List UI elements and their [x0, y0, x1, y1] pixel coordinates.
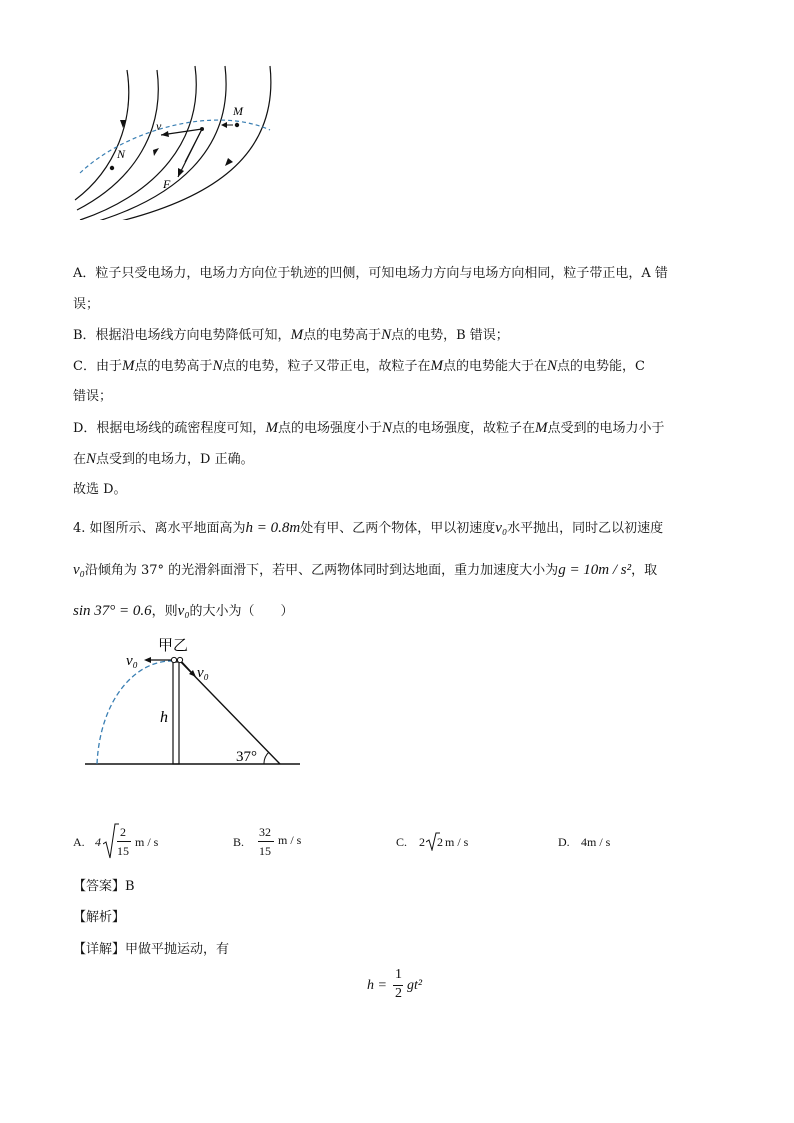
- incline-figure: [80, 630, 310, 775]
- v0-left-arrow: [144, 657, 151, 663]
- analysis-d-line1: D．根据电场线的疏密程度可知，M点的电场强度小于N点的电场强度，故粒子在M点受到的电场力小于: [73, 420, 665, 436]
- object-jia: [171, 657, 176, 662]
- analysis-choose: 故选 D。: [73, 482, 127, 497]
- point-N: [110, 166, 114, 170]
- label-v: v: [156, 119, 162, 133]
- field-line-4: [85, 66, 226, 220]
- label-v0-right: v₀: [197, 665, 209, 681]
- field-line-3: [80, 66, 196, 220]
- analysis-d-line2: 在N点受到的电场力，D 正确。: [73, 451, 254, 467]
- field-lines-figure: [65, 60, 285, 220]
- point-M: [235, 123, 239, 127]
- analysis-c-line1: C．由于M点的电势高于N点的电势，粒子又带正电，故粒子在M点的电势能大于在N点的电势能，C: [73, 358, 645, 374]
- question4-line3: sin 37° = 0.6，则v₀的大小为（ ）: [73, 603, 294, 619]
- label-v0-left: v₀: [126, 653, 138, 669]
- field-line-5: [90, 66, 271, 220]
- analysis-c-line2: 错误；: [73, 389, 113, 404]
- label-angle: 37°: [236, 749, 257, 765]
- formula: h = 1 2 gt²: [367, 967, 423, 1001]
- label-F: F: [163, 177, 171, 191]
- label-M: M: [233, 104, 243, 118]
- field-line-2: [77, 70, 158, 210]
- analysis-b: B．根据沿电场线方向电势降低可知，M点的电势高于N点的电势，B 错误；: [73, 327, 509, 343]
- field-arrow: [153, 148, 159, 156]
- trajectory-dashed: [80, 120, 270, 173]
- velocity-arrow: [161, 131, 169, 137]
- angle-arc: [264, 752, 269, 764]
- question4-line2: v₀沿倾角为 37° 的光滑斜面滑下，若甲、乙两物体同时到达地面，重力加速度大小为g = 10m / s²，取: [73, 562, 658, 578]
- analysis-a-line1: A．粒子只受电场力，电场力方向位于轨迹的凹侧，可知电场力方向与电场方向相同，粒子带正电，A 错: [73, 266, 668, 281]
- analysis-tag: 【解析】: [73, 910, 126, 925]
- label-jiayi: 甲乙: [158, 636, 189, 654]
- field-arrow: [225, 158, 233, 166]
- pillar: [173, 662, 179, 764]
- label-h: h: [160, 709, 168, 726]
- force-arrow: [178, 168, 184, 177]
- detail-line: 【详解】甲做平抛运动，有: [73, 942, 230, 957]
- label-N: N: [117, 147, 126, 161]
- answer-line: 【答案】B: [73, 879, 135, 894]
- question4-line1: 4. 如图所示、离水平地面高为h = 0.8m处有甲、乙两个物体，甲以初速度v₀水平抛出，同时乙以初速度: [73, 520, 664, 536]
- field-line-1: [75, 70, 129, 200]
- object-yi: [177, 657, 182, 662]
- analysis-a-line2: 误；: [73, 297, 100, 312]
